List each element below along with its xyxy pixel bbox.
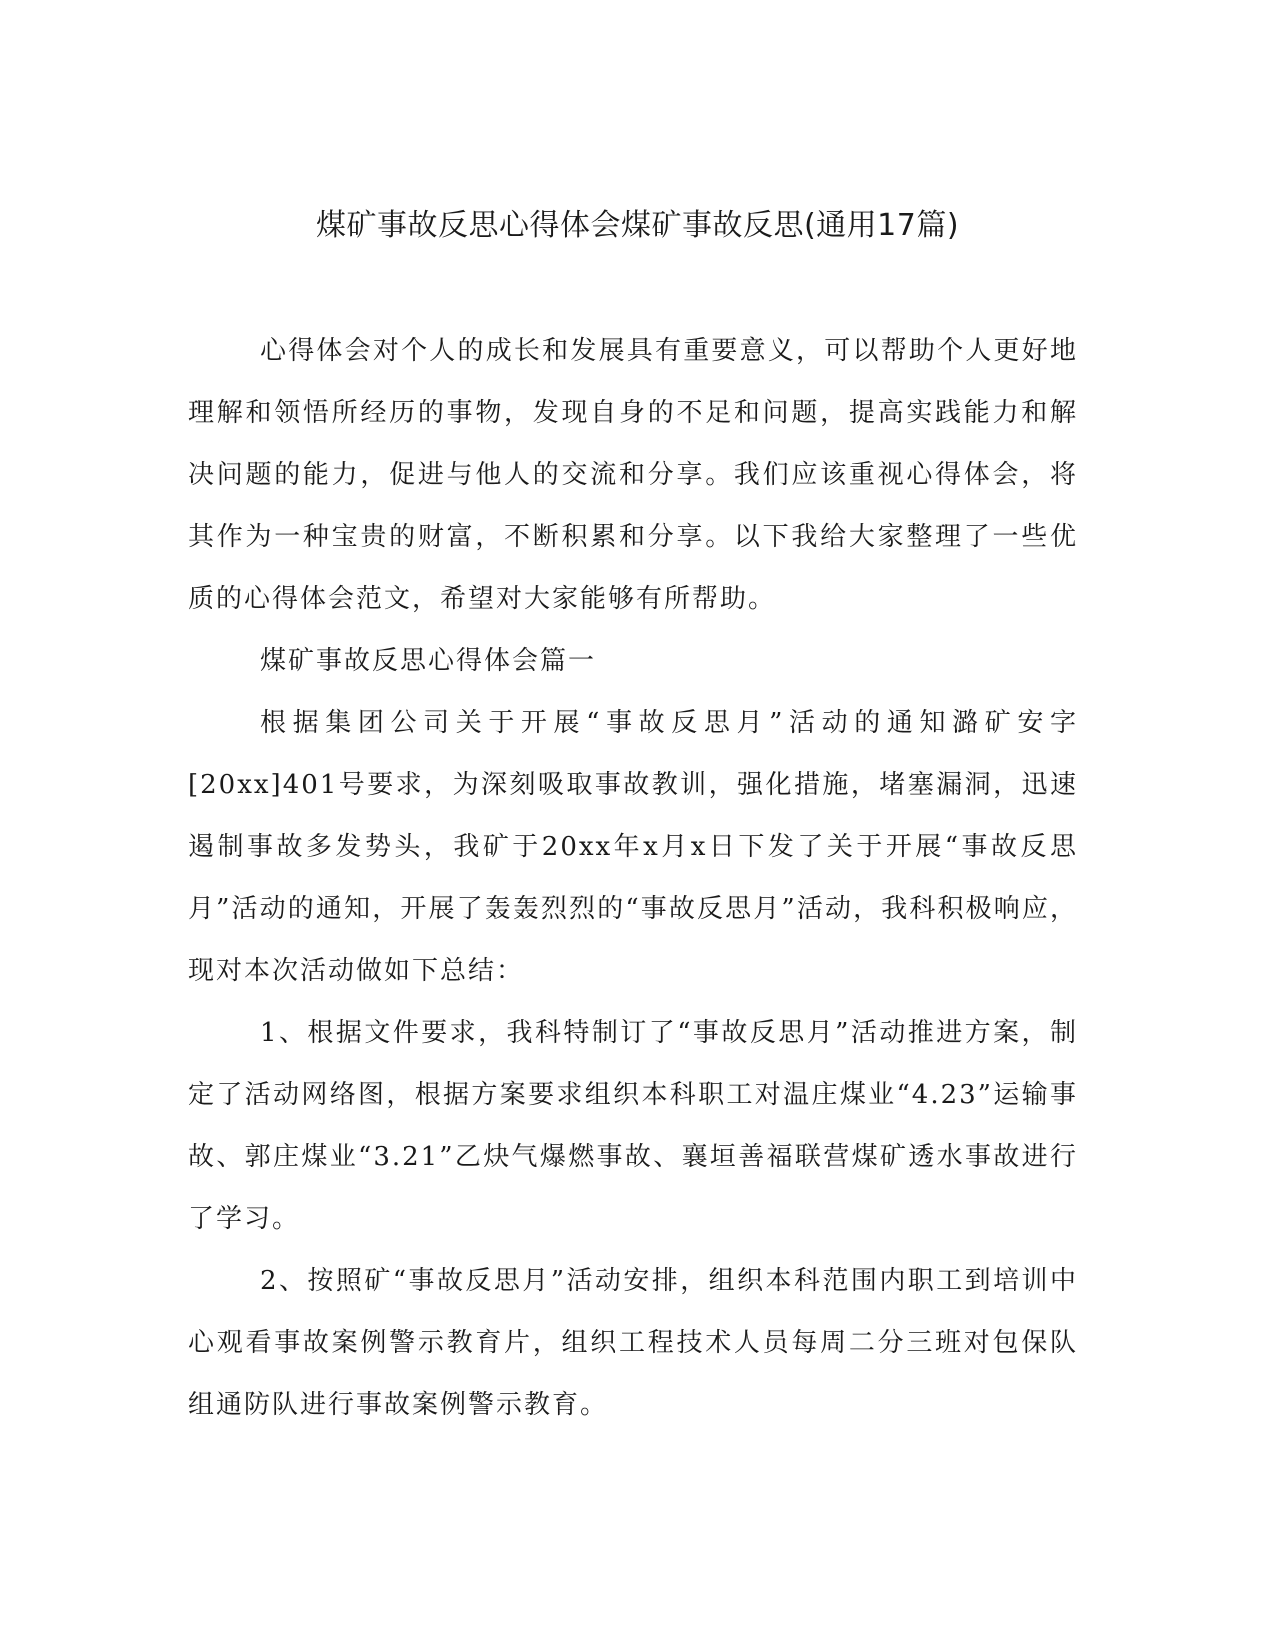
body-paragraph: 2、按照矿“事故反思月”活动安排，组织本科范围内职工到培训中心观看事故案例警示教育片，组织工程技术人员每周二分三班对包保队组通防队进行事故案例警示教育。 [188,1266,1078,1420]
document-body [188,320,1078,1436]
body-paragraph: 1、根据文件要求，我科特制订了“事故反思月”活动推进方案，制定了活动网络图，根据方案要求组织本科职工对温庄煤业“4.23”运输事故、郭庄煤业“3.21”乙炔气爆燃事故、襄垣善福联营煤矿透水事故进行了学习。 [188,1018,1078,1234]
section-heading: 煤矿事故反思心得体会篇一 [260,646,597,676]
document-title: 煤矿事故反思心得体会煤矿事故反思(通用17篇) [315,208,960,243]
body-paragraph: 根据集团公司关于开展“事故反思月”活动的通知潞矿安字[20xx]401号要求，为深刻吸取事故教训，强化措施，堵塞漏洞，迅速遏制事故多发势头，我矿于20xx年x月x日下发了关于开展“事故反思月”活动的通知，开展了轰轰烈烈的“事故反思月”活动，我科积极响应，现对本次活动做如下总结： [188,708,1078,986]
intro-paragraph: 心得体会对个人的成长和发展具有重要意义，可以帮助个人更好地理解和领悟所经历的事物，发现自身的不足和问题，提高实践能力和解决问题的能力，促进与他人的交流和分享。我们应该重视心得体会，将其作为一种宝贵的财富，不断积累和分享。以下我给大家整理了一些优质的心得体会范文，希望对大家能够有所帮助。 [188,336,1078,614]
